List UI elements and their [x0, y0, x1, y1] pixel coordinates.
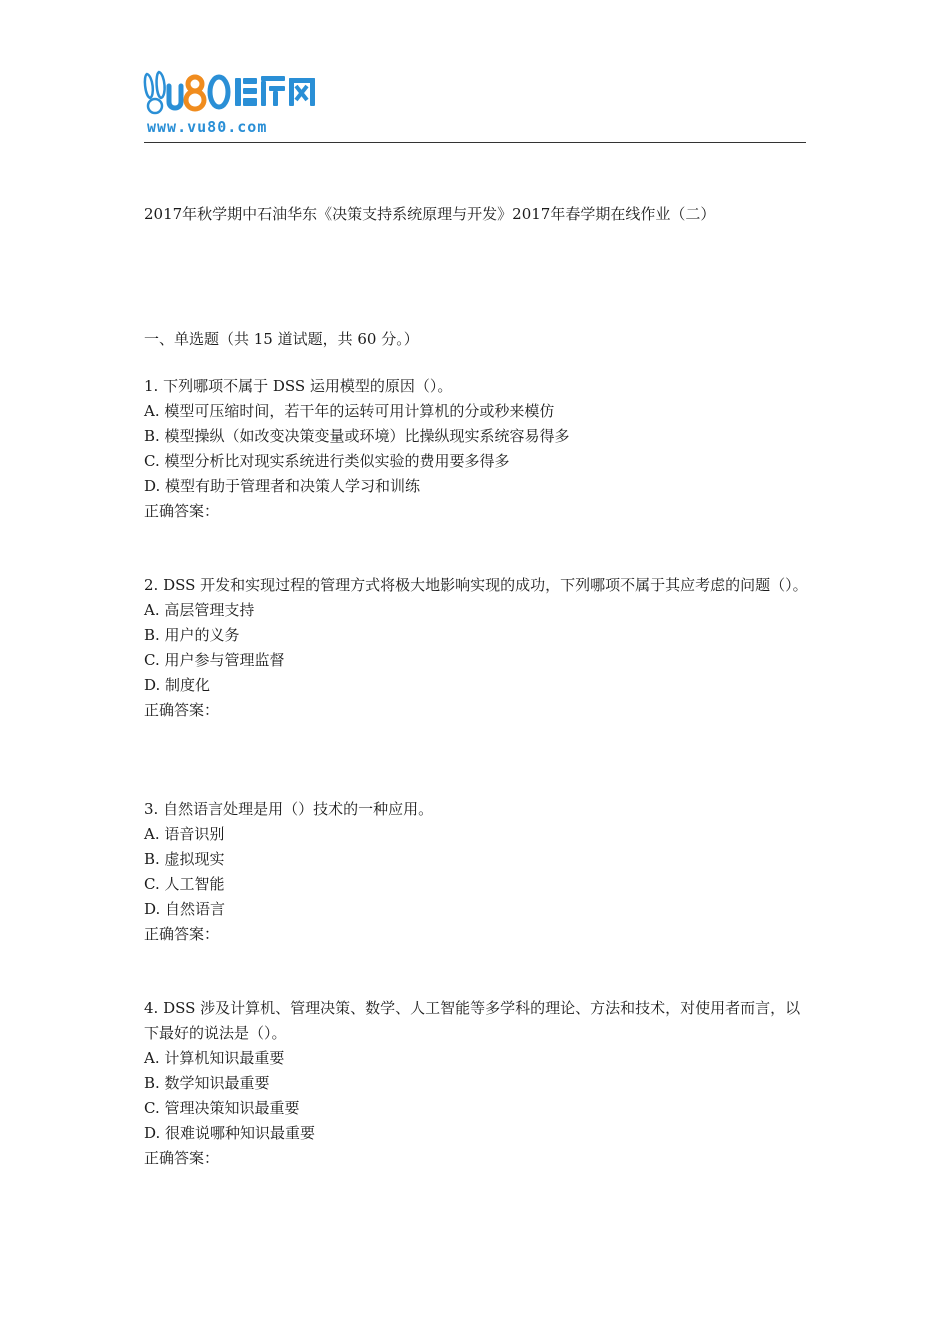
answer-label: 正确答案： — [144, 701, 220, 719]
question-stem: 4. DSS 涉及计算机、管理决策、数学、人工智能等多学科的理论、方法和技术，对使用者而言，以下最好的说法是（）。 — [144, 999, 801, 1042]
option-b: B. 虚拟现实 — [144, 850, 225, 868]
option-d: D. 自然语言 — [144, 900, 226, 918]
answer-label: 正确答案： — [144, 502, 220, 520]
vu80-logo-graphic — [141, 66, 343, 138]
document-title: 2017年秋学期中石油华东《决策支持系统原理与开发》2017年春学期在线作业（二） — [144, 205, 716, 223]
question-3 — [144, 797, 808, 947]
question-1 — [144, 374, 808, 524]
option-c: C. 管理决策知识最重要 — [144, 1099, 300, 1117]
question-4 — [144, 996, 808, 1171]
section-heading: 一、单选题（共 15 道试题，共 60 分。） — [144, 330, 419, 348]
option-a: A. 高层管理支持 — [144, 601, 255, 619]
site-logo — [141, 66, 343, 138]
option-a: A. 计算机知识最重要 — [144, 1049, 285, 1067]
option-d: D. 很难说哪种知识最重要 — [144, 1124, 316, 1142]
question-stem: 3. 自然语言处理是用（）技术的一种应用。 — [144, 800, 434, 818]
option-c: C. 用户参与管理监督 — [144, 651, 285, 669]
answer-label: 正确答案： — [144, 925, 220, 943]
option-b: B. 用户的义务 — [144, 626, 240, 644]
logo-url-text: www.vu80.com — [147, 118, 268, 136]
option-b: B. 模型操纵（如改变决策变量或环境）比操纵现实系统容易得多 — [144, 427, 570, 445]
answer-label: 正确答案： — [144, 1149, 220, 1167]
header-divider — [144, 142, 806, 143]
option-b: B. 数学知识最重要 — [144, 1074, 270, 1092]
option-a: A. 模型可压缩时间，若干年的运转可用计算机的分或秒来模仿 — [144, 402, 555, 420]
option-c: C. 人工智能 — [144, 875, 225, 893]
question-stem: 2. DSS 开发和实现过程的管理方式将极大地影响实现的成功，下列哪项不属于其应考虑的问题（）。 — [144, 576, 808, 594]
option-c: C. 模型分析比对现实系统进行类似实验的费用要多得多 — [144, 452, 510, 470]
question-2 — [144, 573, 808, 723]
option-d: D. 模型有助于管理者和决策人学习和训练 — [144, 477, 421, 495]
option-d: D. 制度化 — [144, 676, 211, 694]
question-stem: 1. 下列哪项不属于 DSS 运用模型的原因（）。 — [144, 377, 453, 395]
option-a: A. 语音识别 — [144, 825, 225, 843]
